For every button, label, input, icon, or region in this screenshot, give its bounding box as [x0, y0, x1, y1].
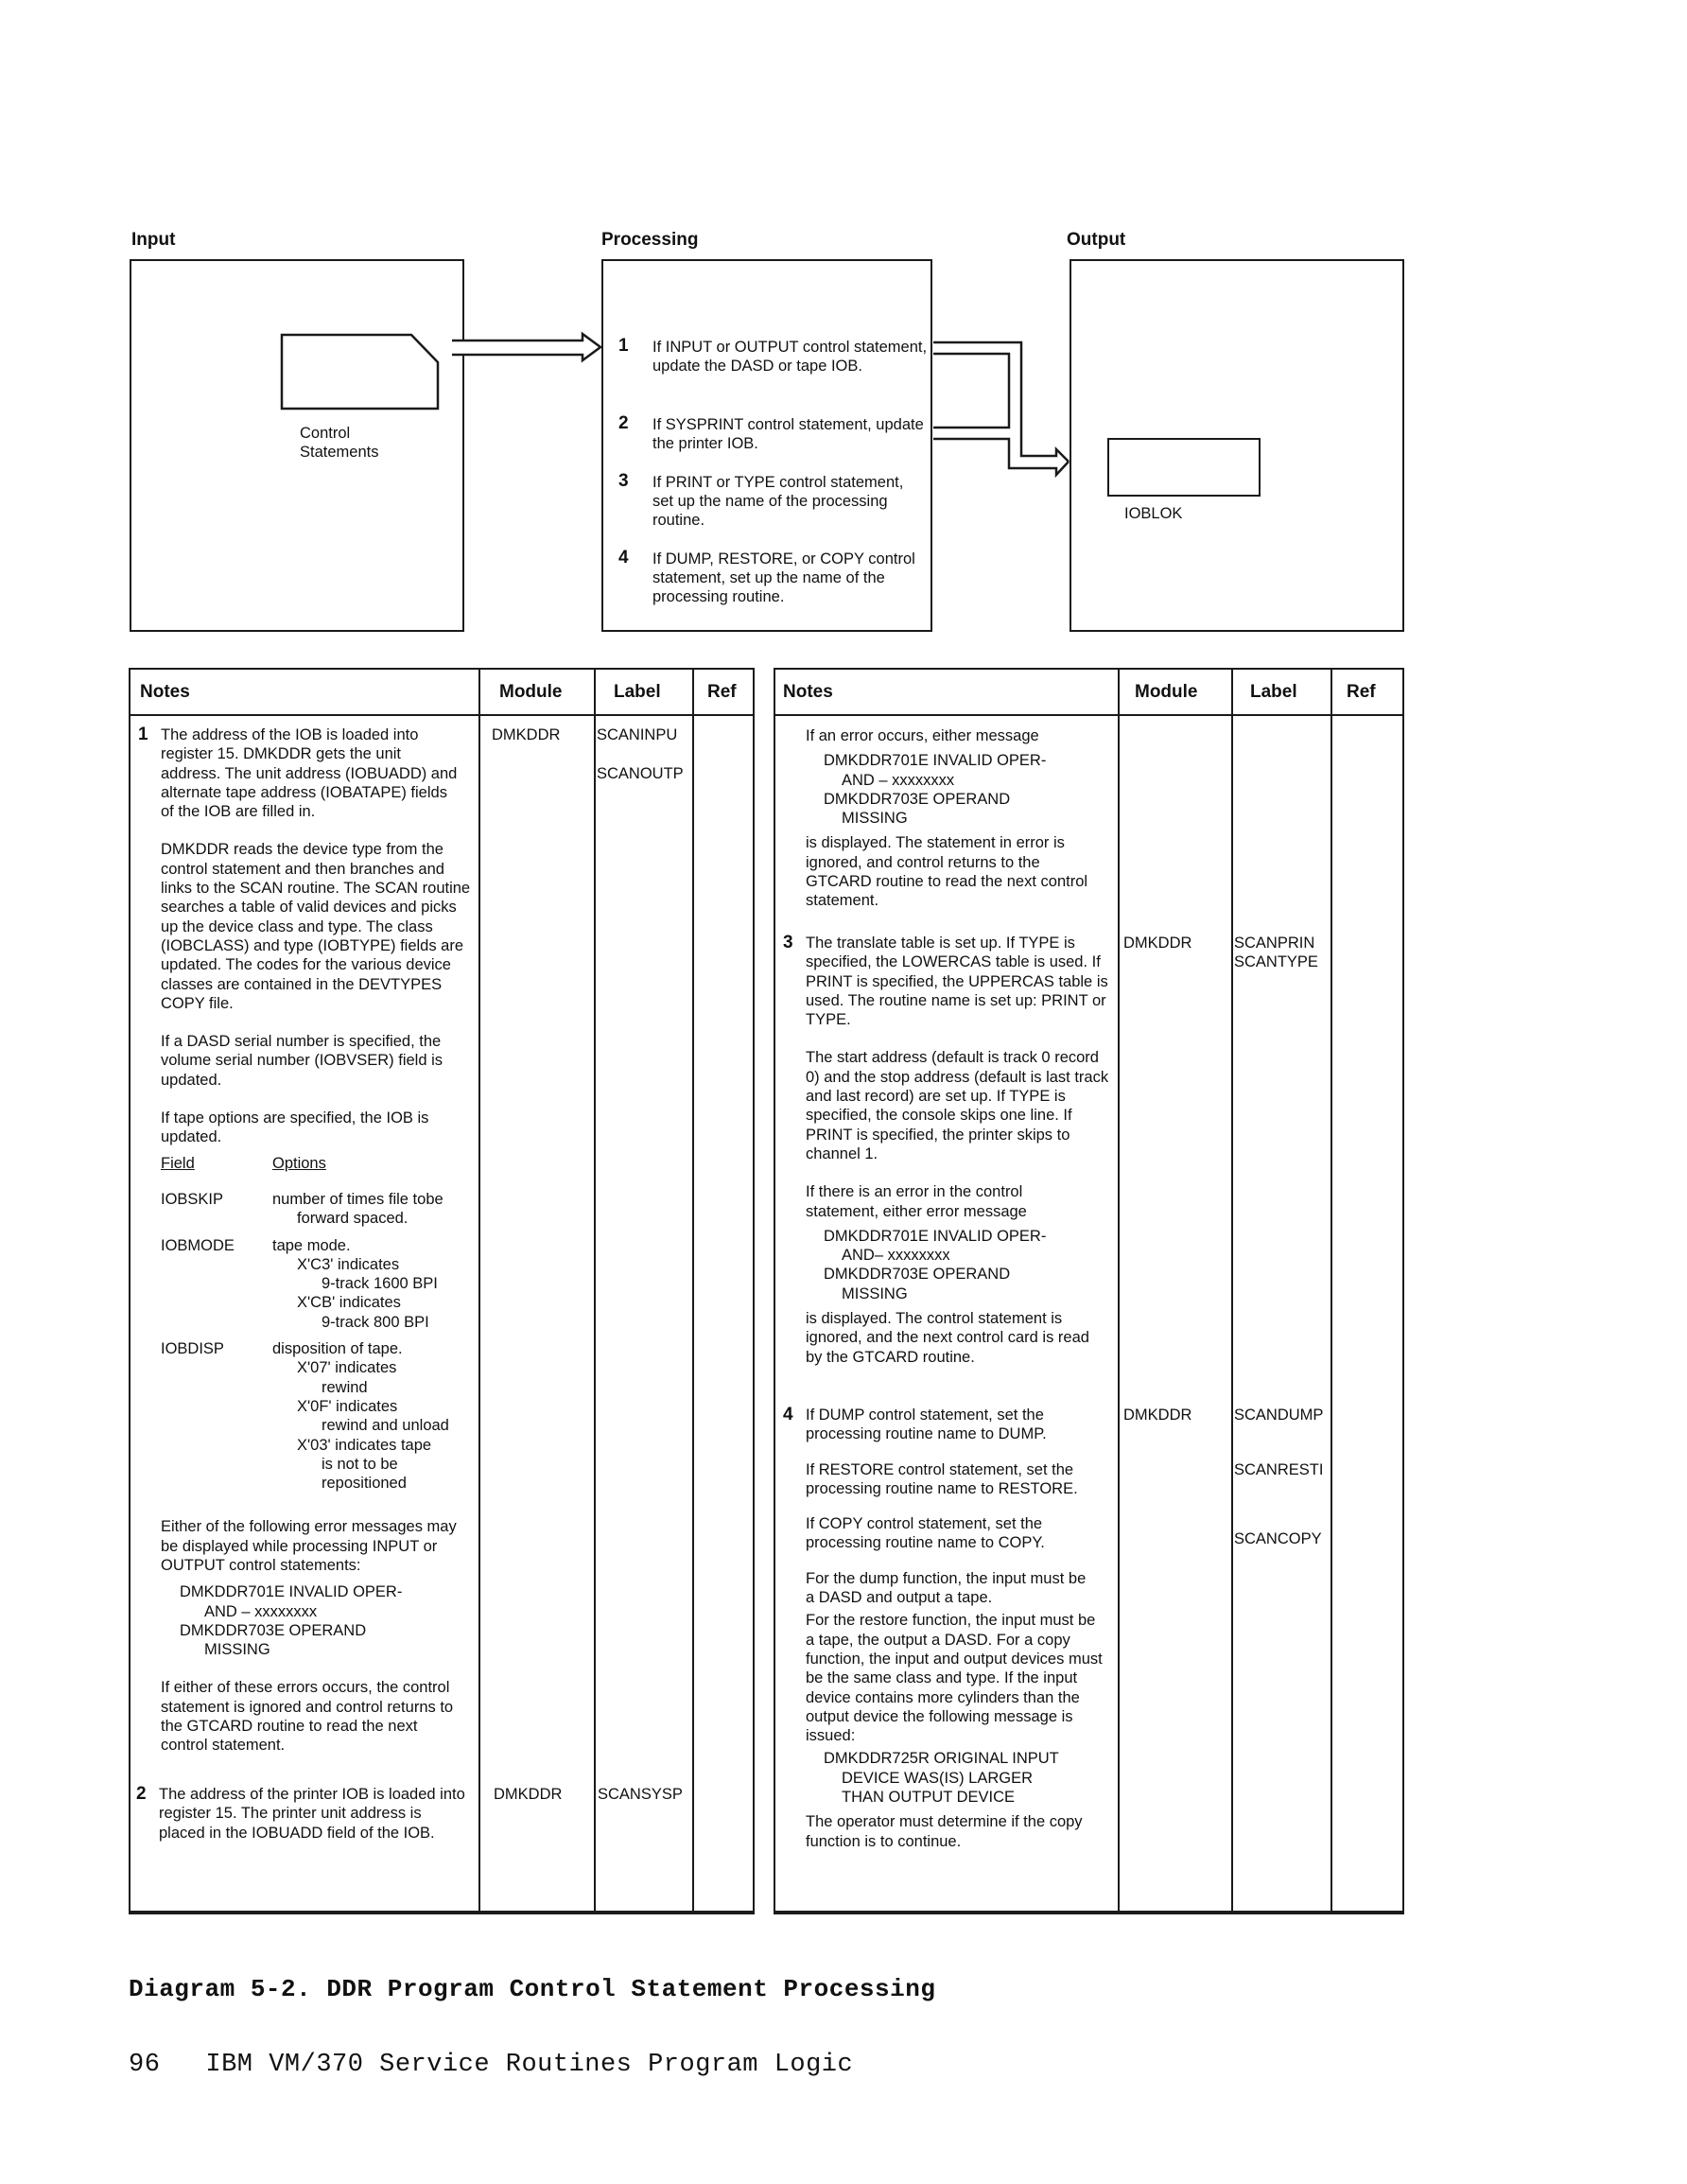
options-header-field: Field: [161, 1154, 195, 1172]
option-line: is not to be: [322, 1455, 398, 1473]
error-messages: [806, 1749, 1113, 1807]
option-field: IOBMODE: [161, 1236, 235, 1254]
option-line: X'0F' indicates: [297, 1397, 398, 1415]
error-message-line: DEVICE WAS(IS) LARGER: [842, 1769, 1034, 1787]
note-paragraph: is displayed. The statement in error is ignored, and control returns to the GTCARD routine to read the next control statement.: [806, 834, 1088, 910]
step-number: 1: [618, 336, 629, 356]
header-notes: Notes: [140, 682, 190, 702]
note-paragraph: If either of these errors occurs, the control statement is ignored and control returns to the GTCARD routine to read the next control statement.: [161, 1679, 454, 1755]
column-divider: [1330, 670, 1332, 1911]
note-number-4: 4: [783, 1405, 793, 1424]
option-line: number of times file tobe: [272, 1190, 443, 1208]
note-paragraph: If RESTORE control statement, set the processing routine name to RESTORE.: [806, 1460, 1078, 1497]
header-ref: Ref: [707, 682, 737, 702]
option-line: X'C3' indicates: [297, 1255, 400, 1273]
note-paragraph: If an error occurs, either message: [806, 727, 1039, 744]
note-paragraph: The operator must determine if the copy function is to continue.: [806, 1813, 1083, 1850]
header-ref: Ref: [1347, 682, 1376, 702]
option-field: IOBDISP: [161, 1340, 224, 1358]
notes-table-right: [774, 668, 1404, 1914]
header-label: Label: [1250, 682, 1297, 702]
ioblok-block-icon: [1107, 438, 1261, 497]
card-label: [300, 424, 378, 462]
option-line: tape mode.: [272, 1236, 351, 1254]
error-message-line: THAN OUTPUT DEVICE: [842, 1789, 1016, 1807]
label-value: SCANOUTP: [597, 765, 684, 782]
processing-step-3: [618, 473, 930, 530]
error-message-line: AND – xxxxxxxx: [842, 771, 955, 789]
option-line: rewind: [322, 1378, 368, 1396]
column-divider: [594, 670, 596, 1911]
card-icon: [280, 333, 443, 412]
note-3: [806, 934, 1113, 1367]
module-value: DMKDDR: [1123, 1406, 1192, 1424]
error-messages: [806, 751, 1113, 828]
error-message-line: DMKDDR701E INVALID OPER-: [824, 1227, 1047, 1245]
card-label-line1: Control: [300, 425, 351, 442]
header-label: Label: [614, 682, 661, 702]
note-number-1: 1: [138, 725, 148, 744]
note-number-3: 3: [783, 933, 793, 952]
label-value: SCANDUMP: [1234, 1406, 1324, 1424]
note-paragraph: is displayed. The control statement is ignored, and the next control card is read by the GTCARD routine.: [806, 1310, 1089, 1366]
column-divider: [478, 670, 480, 1911]
step-text: If INPUT or OUTPUT control statement, update the DASD or tape IOB.: [652, 339, 928, 375]
note-paragraph: If there is an error in the control statement, either error message: [806, 1183, 1027, 1220]
note-2-continued: [806, 726, 1113, 911]
label-value: SCANSYSP: [598, 1786, 683, 1803]
header-module: Module: [1135, 682, 1198, 702]
processing-step-2: [618, 415, 930, 453]
error-message-line: DMKDDR701E INVALID OPER-: [180, 1583, 403, 1601]
card-label-line2: Statements: [300, 444, 379, 461]
column-divider: [1231, 670, 1233, 1911]
note-paragraph: The address of the IOB is loaded into register 15. DMKDDR gets the unit address. The unit address (IOBUADD) and alternate tape address (IOBATAPE) fields of the IOB are filled in.: [161, 726, 458, 821]
label-value: SCANPRIN: [1234, 935, 1315, 952]
note-paragraph: If a DASD serial number is specified, the volume serial number (IOBVSER) field is updated.: [161, 1033, 443, 1089]
label-value: SCANRESTI: [1234, 1461, 1324, 1478]
note-number-2: 2: [136, 1784, 147, 1804]
page-number: 96: [129, 2051, 161, 2079]
section-title-processing: Processing: [601, 230, 699, 250]
error-message-line: MISSING: [204, 1641, 270, 1659]
option-line: rewind and unload: [322, 1417, 449, 1435]
module-value: DMKDDR: [492, 726, 561, 743]
header-notes: Notes: [783, 682, 833, 702]
section-title-input: Input: [131, 230, 176, 250]
section-title-output: Output: [1067, 230, 1126, 250]
note-1: [161, 725, 473, 1756]
option-row-iobdisp: [161, 1339, 473, 1493]
error-message-line: DMKDDR703E OPERAND: [180, 1621, 367, 1639]
step-number: 3: [618, 471, 629, 491]
arrow-processing-to-output-icon: [917, 336, 1076, 478]
note-paragraph: Either of the following error messages may be displayed while processing INPUT or OUTPUT control statements:: [161, 1518, 457, 1574]
option-row-iobmode: [161, 1236, 473, 1332]
note-2: [159, 1785, 471, 1843]
error-message-line: DMKDDR701E INVALID OPER-: [824, 752, 1047, 770]
arrow-input-to-processing-icon: [450, 330, 605, 366]
option-row-iobskip: [161, 1190, 473, 1229]
error-message-line: DMKDDR703E OPERAND: [824, 1266, 1011, 1284]
error-message-line: AND– xxxxxxxx: [842, 1247, 950, 1265]
option-line: repositioned: [322, 1475, 407, 1493]
note-paragraph: The start address (default is track 0 record 0) and the stop address (default is last track and last record) are set up. If TYPE is specified, the console skips one line. If PRINT is specified, the printer skips to channel 1.: [806, 1049, 1109, 1162]
step-number: 2: [618, 413, 629, 433]
processing-step-4: [618, 550, 930, 606]
ioblok-label: IOBLOK: [1124, 505, 1183, 522]
error-message-line: DMKDDR703E OPERAND: [824, 790, 1011, 808]
option-line: X'CB' indicates: [297, 1294, 401, 1312]
label-value: SCANTYPE: [1234, 953, 1318, 970]
note-paragraph: For the restore function, the input must be a tape, the output a DASD. For a copy function, the input and output devices must be the same class and type. If the input device contains more cylinders than the output device the following message is issued:: [806, 1612, 1103, 1745]
column-divider: [692, 670, 694, 1911]
diagram-caption: Diagram 5-2. DDR Program Control Statement Processing: [129, 1975, 936, 2003]
step-number: 4: [618, 548, 629, 568]
notes-table-left: [129, 668, 755, 1914]
note-paragraph: The address of the printer IOB is loaded into register 15. The printer unit address is placed in the IOBUADD field of the IOB.: [159, 1786, 465, 1842]
note-paragraph: If tape options are specified, the IOB is updated.: [161, 1109, 429, 1146]
option-line: 9-track 800 BPI: [322, 1313, 429, 1331]
step-text: If SYSPRINT control statement, update the printer IOB.: [652, 416, 924, 452]
option-line: disposition of tape.: [272, 1340, 403, 1358]
note-paragraph: If COPY control statement, set the processing routine name to COPY.: [806, 1515, 1045, 1552]
book-title: IBM VM/370 Service Routines Program Logic: [205, 2051, 854, 2079]
note-paragraph: If DUMP control statement, set the processing routine name to DUMP.: [806, 1406, 1047, 1443]
error-message-line: MISSING: [842, 1284, 908, 1302]
label-value: SCANINPU: [597, 726, 678, 743]
error-message-line: AND – xxxxxxxx: [204, 1602, 318, 1620]
option-line: X'03' indicates tape: [297, 1436, 432, 1454]
options-header: [161, 1154, 473, 1173]
step-text: If PRINT or TYPE control statement, set up the name of the processing routine.: [652, 474, 904, 529]
table-header-row: [775, 670, 1402, 716]
step-text: If DUMP, RESTORE, or COPY control statement, set up the name of the processing routine.: [652, 550, 915, 605]
input-box: [130, 259, 464, 632]
option-line: X'07' indicates: [297, 1359, 397, 1377]
module-value: DMKDDR: [494, 1786, 563, 1803]
option-line: 9-track 1600 BPI: [322, 1275, 438, 1293]
processing-step-1: [618, 338, 930, 376]
header-module: Module: [499, 682, 563, 702]
note-paragraph: DMKDDR reads the device type from the control statement and then branches and links to the SCAN routine. The SCAN routine searches a table of valid devices and picks up the device class and type. The class (IOBCLASS) and type (IOBTYPE) fields are updated. The codes for the various device classes are contained in the DEVTYPES COPY file.: [161, 841, 471, 1012]
page-footer: [129, 2051, 853, 2079]
option-field: IOBSKIP: [161, 1190, 224, 1208]
error-message-line: DMKDDR725R ORIGINAL INPUT: [824, 1750, 1059, 1768]
note-4: [806, 1406, 1113, 1851]
table-header-row: [130, 670, 753, 716]
note-paragraph: For the dump function, the input must be a DASD and output a tape.: [806, 1569, 1087, 1607]
note-paragraph: The translate table is set up. If TYPE is specified, the LOWERCAS table is used. If PRINT is specified, the UPPERCAS table is used. The routine name is set up: PRINT or TYPE.: [806, 935, 1108, 1029]
option-line: forward spaced.: [297, 1210, 409, 1228]
label-value: SCANCOPY: [1234, 1530, 1322, 1547]
module-value: DMKDDR: [1123, 935, 1192, 952]
error-messages: [161, 1582, 473, 1659]
column-divider: [1118, 670, 1120, 1911]
options-header-options: Options: [272, 1154, 326, 1172]
error-message-line: MISSING: [842, 810, 908, 828]
error-messages: [806, 1227, 1113, 1303]
